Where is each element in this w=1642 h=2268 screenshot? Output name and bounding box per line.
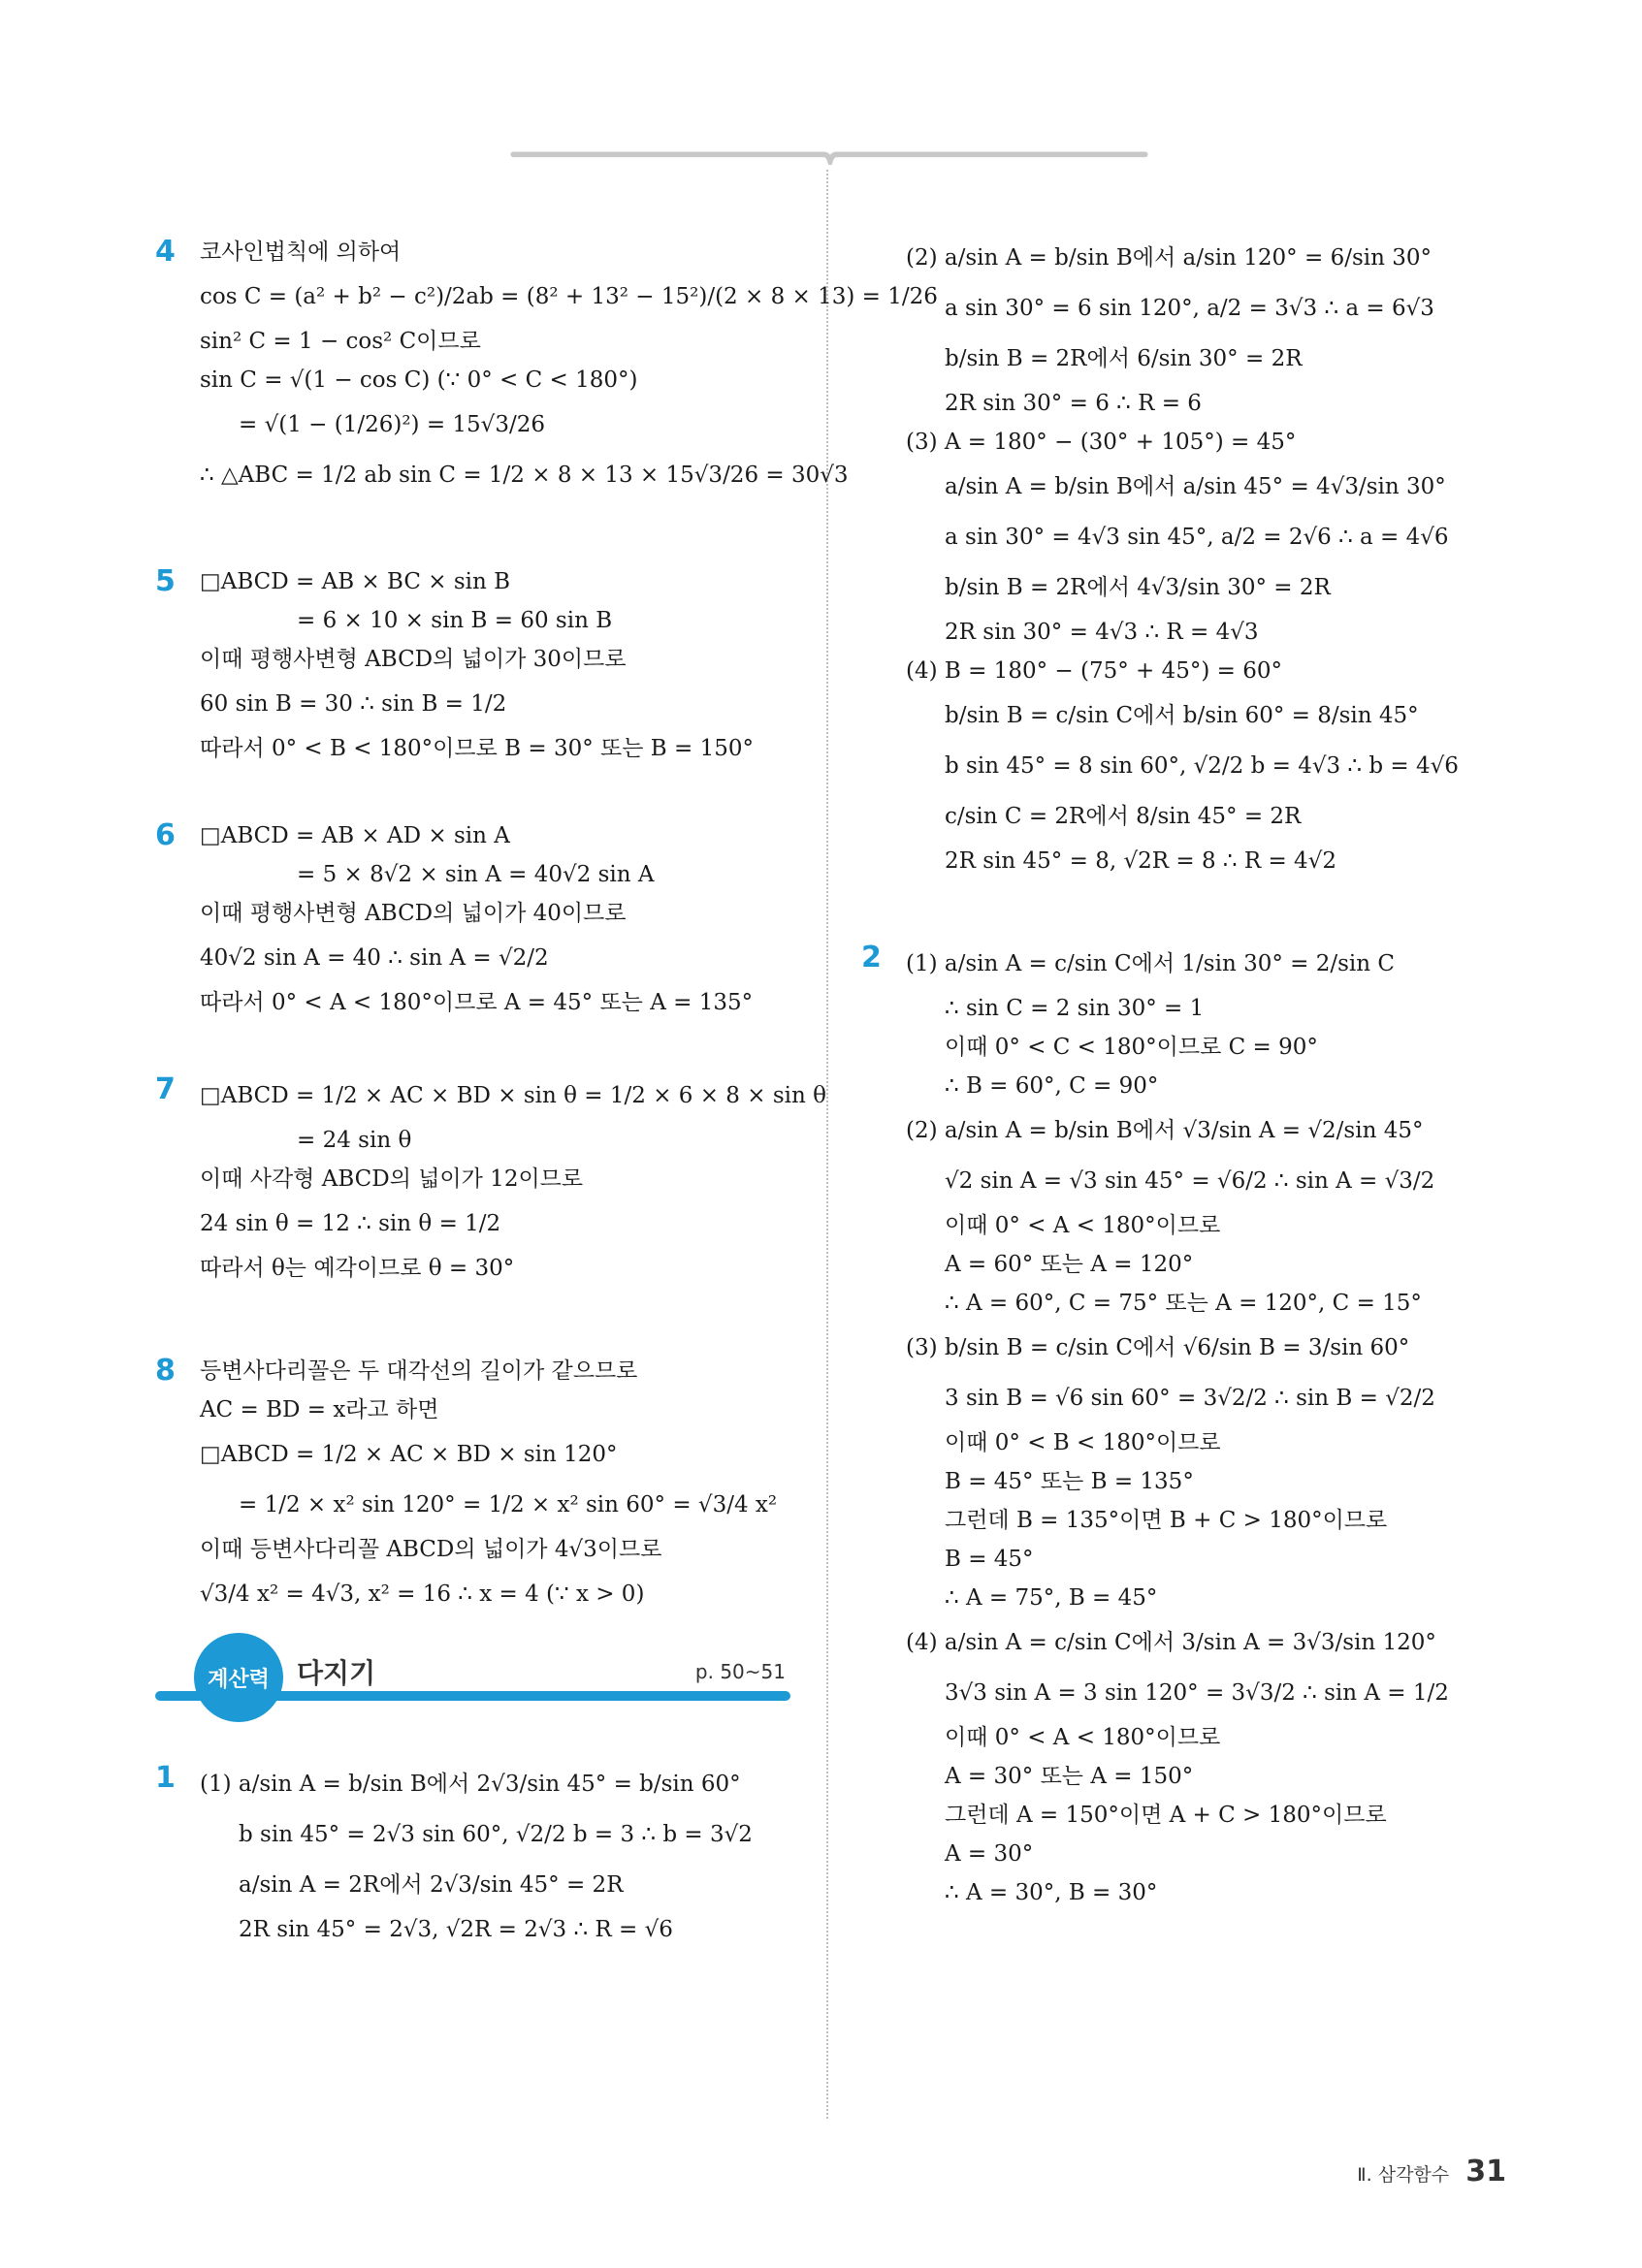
solution-line: □ABCD = AB × AD × sin A [200,823,510,848]
solution-line: 등변사다리꼴은 두 대각선의 길이가 같으므로 [200,1358,638,1384]
problem-4 [155,233,938,562]
calc-problem-2 [861,939,1530,1912]
problem-number: 6 [155,818,176,852]
solution-line: A = 60° 또는 A = 120° [945,1252,1194,1277]
problem-6 [155,816,805,1070]
solution-line: □ABCD = 1/2 × AC × BD × sin θ = 1/2 × 6 × 8 × sin θ [200,1083,826,1108]
solution-line: 24 sin θ = 12 ∴ sin θ = 1/2 [200,1211,501,1236]
solution-line: √3/4 x² = 4√3, x² = 16 ∴ x = 4 (∵ x > 0) [200,1581,645,1607]
solution-line: 60 sin B = 30 ∴ sin B = 1/2 [200,691,507,717]
solution-line: ∴ A = 30°, B = 30° [945,1880,1158,1905]
solution-line: 이때 0° < A < 180°이므로 [945,1725,1221,1750]
solution-line: 따라서 0° < B < 180°이므로 B = 30° 또는 B = 150° [200,736,754,761]
problem-number: 8 [155,1354,176,1388]
solution-line: ∴ A = 60°, C = 75° 또는 A = 120°, C = 15° [945,1291,1422,1316]
solution-line: b/sin B = 2R에서 6/sin 30° = 2R [945,346,1303,371]
solution-line: ∴ A = 75°, B = 45° [945,1585,1158,1611]
solution-line: 이때 등변사다리꼴 ABCD의 넓이가 4√3이므로 [200,1537,662,1562]
solution-line: 코사인법칙에 의하여 [200,240,402,265]
solution-line: (3) b/sin B = c/sin C에서 √6/sin B = 3/sin 60° [906,1335,1410,1360]
solution-line: √2 sin A = √3 sin 45° = √6/2 ∴ sin A = √3/2 [945,1168,1435,1194]
section-page-range: p. 50~51 [694,1660,786,1683]
solution-line: 40√2 sin A = 40 ∴ sin A = √2/2 [200,945,549,971]
problem-number: 1 [155,1761,176,1795]
solution-line: c/sin C = 2R에서 8/sin 45° = 2R [945,804,1302,829]
solution-line: = 1/2 × x² sin 120° = 1/2 × x² sin 60° = √3/4 x² [239,1492,778,1517]
solution-line: ∴ sin C = 2 sin 30° = 1 [945,996,1205,1021]
solution-line: (4) a/sin A = c/sin C에서 3/sin A = 3√3/sin 120° [906,1630,1436,1655]
solution-line: 2R sin 45° = 8, √2R = 8 ∴ R = 4√2 [945,848,1336,874]
solution-line: A = 30° 또는 A = 150° [945,1764,1194,1789]
solution-line: 3 sin B = √6 sin 60° = 3√2/2 ∴ sin B = √2/2 [945,1386,1435,1411]
solution-line: 2R sin 45° = 2√3, √2R = 2√3 ∴ R = √6 [239,1917,673,1942]
solution-line: ∴ △ABC = 1/2 ab sin C = 1/2 × 8 × 13 × 15√3/26 = 30√3 [200,463,849,488]
solution-line: 이때 0° < B < 180°이므로 [945,1430,1221,1455]
solution-line: b sin 45° = 2√3 sin 60°, √2/2 b = 3 ∴ b = 3√2 [239,1822,753,1847]
solution-line: □ABCD = 1/2 × AC × BD × sin 120° [200,1442,618,1467]
solution-line: 이때 0° < C < 180°이므로 C = 90° [945,1035,1318,1060]
solution-line: a/sin A = b/sin B에서 a/sin 45° = 4√3/sin 30° [945,474,1446,499]
calc-problem-1-continued [861,233,1530,880]
solution-line: (2) a/sin A = b/sin B에서 a/sin 120° = 6/sin 30° [906,245,1433,271]
solution-line: 따라서 0° < A < 180°이므로 A = 45° 또는 A = 135° [200,990,754,1015]
solution-line: 이때 0° < A < 180°이므로 [945,1213,1221,1238]
solution-line: A = 30° [945,1841,1034,1867]
calc-problem-1 [155,1759,805,1949]
problem-number: 4 [155,235,176,269]
solution-line: (3) A = 180° − (30° + 105°) = 45° [906,430,1297,455]
left-column [155,233,938,1949]
top-decorative-bar [152,151,1506,165]
solution-line: B = 45° 또는 B = 135° [945,1469,1194,1494]
solution-line: = 5 × 8√2 × sin A = 40√2 sin A [297,862,655,887]
section-title: 다지기 [297,1657,376,1689]
solution-line: AC = BD = x라고 하면 [200,1397,439,1422]
solution-line: 그런데 A = 150°이면 A + C > 180°이므로 [945,1803,1387,1828]
solution-line: 2R sin 30° = 6 ∴ R = 6 [945,391,1202,416]
page-footer [1357,2155,1506,2188]
solution-line: a sin 30° = 4√3 sin 45°, a/2 = 2√6 ∴ a = 4√6 [945,525,1449,550]
problem-number: 2 [861,941,882,974]
problem-5 [155,562,805,816]
solution-line: b/sin B = c/sin C에서 b/sin 60° = 8/sin 45° [945,703,1419,728]
solution-line: b/sin B = 2R에서 4√3/sin 30° = 2R [945,575,1331,600]
solution-line: b sin 45° = 8 sin 60°, √2/2 b = 4√3 ∴ b = 4√6 [945,753,1459,779]
right-column [861,233,1530,1912]
solution-line: ∴ B = 60°, C = 90° [945,1073,1159,1099]
solution-line: 따라서 θ는 예각이므로 θ = 30° [200,1256,515,1281]
solution-line: 2R sin 30° = 4√3 ∴ R = 4√3 [945,620,1259,645]
solution-line: cos C = (a² + b² − c²)/2ab = (8² + 13² − 15²)/(2 × 8 × 13) = 1/26 [200,284,938,309]
chapter-label: Ⅱ. 삼각함수 [1357,2164,1450,2186]
page-number: 31 [1465,2155,1506,2188]
solution-line: (2) a/sin A = b/sin B에서 √3/sin A = √2/sin 45° [906,1118,1424,1143]
solution-line: 3√3 sin A = 3 sin 120° = 3√3/2 ∴ sin A = 1/2 [945,1680,1449,1706]
solution-line: 이때 평행사변형 ABCD의 넓이가 30이므로 [200,647,627,672]
problem-8 [155,1352,805,1633]
section-badge: 계산력 [194,1633,283,1722]
solution-line: (1) a/sin A = b/sin B에서 2√3/sin 45° = b/sin 60° [200,1772,741,1797]
solution-line: = 24 sin θ [297,1128,412,1153]
solution-line: □ABCD = AB × BC × sin B [200,569,511,594]
solution-line: a sin 30° = 6 sin 120°, a/2 = 3√3 ∴ a = 6√3 [945,296,1434,321]
solution-line: = √(1 − (1/26)²) = 15√3/26 [239,412,545,437]
solution-line: a/sin A = 2R에서 2√3/sin 45° = 2R [239,1872,624,1898]
solution-line: (1) a/sin A = c/sin C에서 1/sin 30° = 2/sin C [906,951,1395,976]
solution-line: = 6 × 10 × sin B = 60 sin B [297,608,613,633]
solution-line: 이때 평행사변형 ABCD의 넓이가 40이므로 [200,901,627,926]
problem-number: 5 [155,564,176,598]
problem-number: 7 [155,1072,176,1106]
solution-line: 이때 사각형 ABCD의 넓이가 12이므로 [200,1166,584,1192]
solution-line: sin² C = 1 − cos² C이므로 [200,329,481,354]
section-header [155,1633,805,1740]
solution-line: sin C = √(1 − cos C) (∵ 0° < C < 180°) [200,367,638,393]
solution-line: (4) B = 180° − (75° + 45°) = 60° [906,658,1283,684]
solution-line: B = 45° [945,1547,1034,1572]
problem-7 [155,1070,826,1352]
solution-line: 그런데 B = 135°이면 B + C > 180°이므로 [945,1508,1388,1533]
